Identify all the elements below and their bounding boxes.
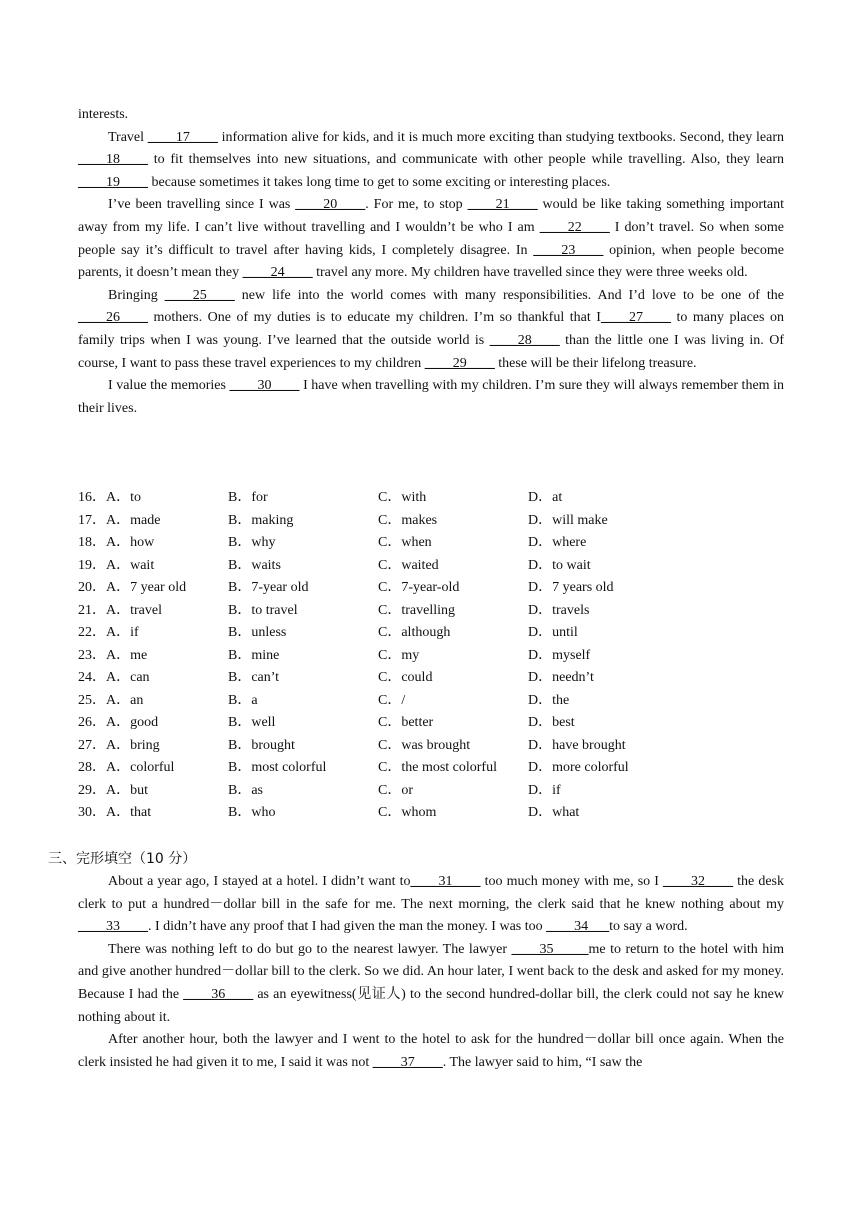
option-a: A．good: [106, 715, 159, 730]
passage-2: [78, 871, 784, 1074]
question-number: 25．: [78, 692, 106, 708]
option-row: [78, 577, 784, 600]
paragraph-text: Bringing: [108, 287, 165, 303]
option-d: D．at: [528, 490, 563, 505]
paragraph-text: to say a word.: [609, 919, 688, 935]
answer-blank: ____36____: [183, 986, 254, 1002]
paragraph-text: as an eyewitness(见证人) to the second hundred-dollar bill, the clerk could not say he knew nothing about it.: [78, 986, 784, 1025]
options-table: [78, 487, 784, 825]
option-row: [78, 487, 784, 510]
option-c: C．whom: [378, 805, 437, 820]
option-c: C．the most colorful: [378, 760, 497, 775]
option-d: D．to wait: [528, 557, 591, 573]
option-row: [78, 667, 784, 690]
option-row: [78, 645, 784, 668]
option-d: D．more colorful: [528, 760, 629, 775]
answer-blank: ____35_____: [511, 941, 589, 957]
option-d: D．where: [528, 535, 587, 550]
answer-blank: ____22____: [539, 219, 610, 235]
option-b: B．can’t: [228, 670, 280, 685]
option-a: A．an: [106, 692, 144, 708]
option-a-cell: [78, 735, 160, 758]
paragraph-text: new life into the world comes with many responsibilities. And I’d love to be one of the: [234, 287, 785, 303]
option-d: D．will make: [528, 512, 608, 528]
answer-blank: ____24____: [242, 265, 313, 281]
option-a-cell: [78, 667, 150, 690]
answer-blank: ____25____: [164, 287, 235, 303]
option-d: D．needn’t: [528, 670, 594, 685]
paragraph-text: information alive for kids, and it is much more exciting than studying textbooks. Second, they learn: [217, 129, 784, 145]
paragraph-text: After another hour, both the lawyer and I went to the hotel to ask for the hundred－dollar bill once again. When the clerk insisted he had given it to me, I said it was not: [78, 1032, 784, 1070]
option-d: D．travels: [528, 602, 590, 618]
question-number: 18．: [78, 535, 106, 550]
option-b: B．well: [228, 715, 276, 730]
option-a-cell: [78, 690, 143, 713]
paragraph-text: I don’t travel. So when some people say it’s difficult to travel after having kids, I completely disagree. In: [78, 219, 785, 258]
option-row: [78, 780, 784, 803]
option-d: D．what: [528, 805, 580, 820]
option-c: C．makes: [378, 512, 438, 528]
answer-blank: ____30____: [229, 378, 300, 394]
option-b: B．to travel: [228, 602, 298, 618]
option-a: A．to: [106, 490, 141, 505]
option-a: A．can: [106, 670, 150, 685]
answer-blank: ____19____: [78, 174, 148, 190]
question-number: 26．: [78, 715, 106, 730]
option-row: [78, 712, 784, 735]
option-b: B．who: [228, 805, 276, 820]
option-b: B．why: [228, 535, 276, 550]
question-number: 22．: [78, 625, 106, 640]
answer-blank: ____18____: [78, 152, 148, 168]
option-d: D．7 years old: [528, 580, 614, 595]
option-b: B．brought: [228, 737, 295, 753]
paragraph-text: than the little one I was living in. Of course, I want to pass these travel experiences to my children: [78, 332, 784, 371]
paragraph-text: the desk clerk to put a hundred－dollar bill in the safe for me. The next morning, the clerk said that he knew nothing about my: [78, 874, 785, 912]
option-b: B．making: [228, 512, 294, 528]
option-b: B．waits: [228, 557, 281, 573]
question-number: 30．: [78, 805, 106, 820]
paragraph-text: would be like taking something important away from my life. I can’t live without travelling and I wouldn’t be who I am: [78, 197, 785, 235]
option-a: A．how: [106, 535, 155, 550]
paragraph-text: I’ve been travelling since I was: [108, 197, 296, 213]
option-b: B．7-year old: [228, 580, 309, 595]
option-a-cell: [78, 510, 160, 533]
option-d: D．myself: [528, 647, 591, 663]
answer-blank: ____20____: [295, 197, 366, 213]
question-number: 19．: [78, 557, 106, 573]
option-a-cell: [78, 712, 158, 735]
option-c: C．when: [378, 535, 432, 550]
option-a: A．made: [106, 512, 161, 528]
option-d: D．if: [528, 782, 561, 798]
paragraph: [78, 127, 784, 195]
answer-blank: ____29____: [424, 355, 495, 371]
paragraph-text: to fit themselves into new situations, and communicate with other people while travelling. Also, they learn: [148, 152, 784, 168]
option-a: A．but: [106, 782, 148, 798]
answer-blank: ____32____: [663, 874, 734, 889]
paragraph-text: Travel: [108, 129, 148, 145]
paragraph-text: I value the memories: [108, 378, 230, 394]
passage-1: [78, 104, 784, 420]
question-number: 27．: [78, 737, 106, 753]
option-b: B．a: [228, 692, 258, 708]
option-a-cell: [78, 780, 148, 803]
option-b: B．as: [228, 782, 263, 798]
question-number: 28．: [78, 760, 106, 775]
answer-blank: ____37____: [372, 1054, 443, 1070]
question-number: 20．: [78, 580, 106, 595]
option-c: C．although: [378, 625, 451, 640]
option-row: [78, 757, 784, 780]
question-number: 23．: [78, 647, 106, 663]
option-a-cell: [78, 600, 162, 623]
option-d: D．have brought: [528, 737, 626, 753]
option-d: D．the: [528, 692, 570, 708]
option-d: D．best: [528, 715, 575, 730]
answer-blank: ____21____: [467, 197, 538, 213]
question-number: 16．: [78, 490, 106, 505]
option-row: [78, 532, 784, 555]
section-heading: 三、完形填空（10 分）: [48, 851, 197, 867]
question-number: 29．: [78, 782, 106, 798]
paragraph-text: because sometimes it takes long time to get to some exciting or interesting places.: [148, 174, 611, 190]
option-c: C．or: [378, 782, 413, 798]
option-row: [78, 802, 784, 825]
option-a-cell: [78, 532, 154, 555]
option-c: C．my: [378, 647, 420, 663]
option-a-cell: [78, 577, 186, 600]
passage-fragment: interests.: [78, 107, 129, 122]
paragraph: [78, 1029, 784, 1074]
paragraph-text: opinion, when people become parents, it doesn’t mean they: [78, 242, 784, 281]
paragraph-text: mothers. One of my duties is to educate my children. I’m so thankful that I: [148, 310, 601, 326]
answer-blank: ____34___: [546, 919, 610, 935]
answer-blank: ____33____: [78, 919, 148, 935]
option-c: C．/: [378, 692, 406, 708]
option-b: B．unless: [228, 625, 287, 640]
answer-blank: ____23____: [533, 242, 604, 258]
option-c: C．7-year-old: [378, 580, 460, 595]
option-a: A．travel: [106, 602, 162, 618]
option-row: [78, 735, 784, 758]
paragraph-text: There was nothing left to do but go to the nearest lawyer. The lawyer: [108, 941, 512, 957]
paragraph: [78, 375, 784, 420]
paragraph: [78, 939, 784, 1029]
option-a: A．wait: [106, 557, 155, 573]
answer-blank: ____28____: [489, 332, 560, 348]
option-c: C．better: [378, 715, 434, 730]
paragraph-text: About a year ago, I stayed at a hotel. I didn’t want to: [108, 874, 411, 889]
paragraph-text: travel any more. My children have travelled since they were three weeks old.: [312, 265, 748, 281]
answer-blank: ____26____: [78, 310, 148, 326]
answer-blank: ____17____: [147, 129, 218, 145]
option-a: A．bring: [106, 737, 160, 753]
paragraph-text: these will be their lifelong treasure.: [494, 355, 697, 371]
question-number: 17．: [78, 512, 106, 528]
option-row: [78, 622, 784, 645]
option-a-cell: [78, 645, 147, 668]
option-a-cell: [78, 622, 139, 645]
option-row: [78, 510, 784, 533]
option-a: A．7 year old: [106, 580, 187, 595]
option-c: C．waited: [378, 557, 439, 573]
option-a-cell: [78, 802, 151, 825]
answer-blank: ____27____: [600, 310, 671, 326]
option-a-cell: [78, 555, 154, 578]
option-a: A．that: [106, 805, 152, 820]
question-number: 24．: [78, 670, 106, 685]
option-c: C．could: [378, 670, 433, 685]
option-b: B．most colorful: [228, 760, 327, 775]
option-b: B．mine: [228, 647, 280, 663]
option-c: C．with: [378, 490, 427, 505]
option-a: A．me: [106, 647, 148, 663]
paragraph-text: I have when travelling with my children. I’m sure they will always remember them in their lives.: [78, 378, 784, 416]
option-c: C．was brought: [378, 737, 471, 753]
option-b: B．for: [228, 490, 268, 505]
option-row: [78, 555, 784, 578]
paragraph-text: . I didn’t have any proof that I had given the man the money. I was too: [148, 919, 547, 935]
option-a-cell: [78, 487, 141, 510]
answer-blank: ____31____: [410, 874, 481, 889]
paragraph: [78, 285, 784, 375]
paragraph-text: too much money with me, so I: [480, 874, 664, 889]
paragraph: [78, 194, 784, 284]
option-row: [78, 600, 784, 623]
paragraph-text: me to return to the hotel with him and give another hundred－dollar bill to the clerk. So we did. An hour later, I went back to the desk and asked for my money. Because I had the: [78, 941, 785, 1002]
option-d: D．until: [528, 625, 578, 640]
paragraph: [78, 871, 784, 939]
paragraph-text: . The lawyer said to him, “I saw the: [442, 1054, 643, 1070]
paragraph-text: to many places on family trips when I was young. I’ve learned that the outside world is: [78, 310, 784, 348]
option-row: [78, 690, 784, 713]
paragraph-text: . For me, to stop: [365, 197, 468, 213]
question-number: 21．: [78, 602, 106, 618]
option-a: A．colorful: [106, 760, 175, 775]
option-a-cell: [78, 757, 174, 780]
option-a: A．if: [106, 625, 139, 640]
option-c: C．travelling: [378, 602, 455, 618]
